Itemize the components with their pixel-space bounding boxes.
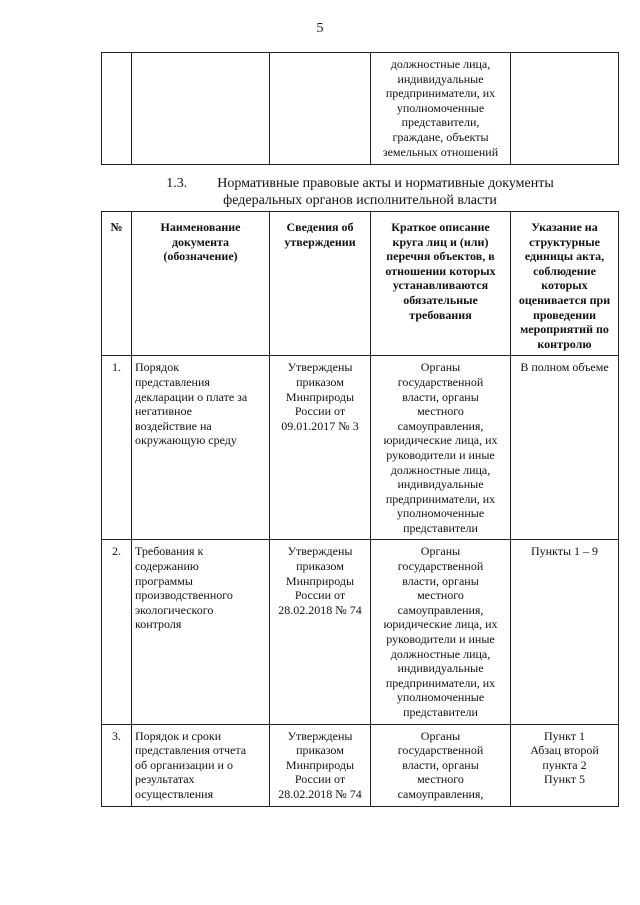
text-line: В полном объеме bbox=[520, 360, 609, 375]
text-line: местного bbox=[417, 588, 464, 603]
text-line: юридические лица, их bbox=[383, 617, 498, 632]
cell-num: 3. bbox=[102, 724, 132, 806]
table-row bbox=[102, 53, 619, 165]
text-line: самоуправления, bbox=[397, 602, 484, 617]
cell-name bbox=[132, 540, 270, 724]
cell-name bbox=[132, 356, 270, 540]
header-units bbox=[511, 212, 619, 356]
text-line: оценивается при bbox=[518, 292, 611, 307]
text-line: требования bbox=[409, 307, 472, 322]
text-line: самоуправления, bbox=[397, 418, 484, 433]
text-line: земельных отношений bbox=[382, 144, 499, 159]
text-line: Пункт 5 bbox=[543, 772, 585, 787]
cell-approval bbox=[270, 53, 371, 165]
text-line: Утверждены bbox=[287, 544, 353, 559]
text-line: Порядок bbox=[135, 360, 180, 375]
text-line: Минприроды bbox=[285, 389, 355, 404]
text-line: 28.02.2018 № 74 bbox=[278, 786, 362, 801]
text-line: окружающую среду bbox=[135, 433, 237, 448]
table-header-row bbox=[102, 212, 619, 356]
text-line: приказом bbox=[296, 559, 344, 574]
text-line: предприниматели, их bbox=[385, 491, 496, 506]
cell-subjects bbox=[371, 356, 511, 540]
text-line: перечня объектов, в bbox=[386, 249, 495, 264]
text-line: местного bbox=[417, 772, 464, 787]
cell-units bbox=[511, 540, 619, 724]
text-line: государственной bbox=[397, 374, 484, 389]
section-number: 1.3. bbox=[166, 176, 188, 191]
text-line: воздействие на bbox=[135, 418, 212, 433]
text-line: приказом bbox=[296, 374, 344, 389]
text-line: декларации о плате за bbox=[135, 389, 248, 404]
text-line: Требования к bbox=[135, 544, 204, 559]
text-line: уполномоченные bbox=[396, 690, 485, 705]
text-line: 28.02.2018 № 74 bbox=[278, 602, 362, 617]
section-title-line: Нормативные правовые акты и нормативные документы bbox=[217, 176, 554, 191]
text-line: производственного bbox=[135, 588, 233, 603]
text-line: осуществления bbox=[135, 786, 214, 801]
text-line: структурные bbox=[529, 234, 600, 249]
text-line: Порядок и сроки bbox=[135, 728, 222, 743]
text-line: отношении которых bbox=[385, 263, 496, 278]
cell-name bbox=[132, 724, 270, 806]
cell-num: 1. bbox=[102, 356, 132, 540]
text-line: представители bbox=[403, 705, 478, 719]
text-line: предприниматели, их bbox=[385, 86, 496, 101]
text-line: Утверждены bbox=[287, 360, 353, 375]
text-line: Минприроды bbox=[285, 757, 355, 772]
text-line: Органы bbox=[420, 544, 461, 559]
text-line: России от bbox=[294, 404, 346, 419]
text-line: программы bbox=[135, 573, 193, 588]
header-num: № bbox=[102, 212, 132, 356]
text-line: Краткое описание bbox=[391, 220, 490, 234]
text-line: Наименование bbox=[160, 220, 241, 234]
text-line: должностные лица, bbox=[390, 646, 491, 661]
text-line: государственной bbox=[397, 743, 484, 758]
text-line: власти, органы bbox=[402, 757, 479, 772]
text-line: круга лиц и (или) bbox=[392, 234, 489, 249]
text-line: пункта 2 bbox=[542, 757, 587, 772]
text-line: руководители и иные bbox=[386, 632, 495, 647]
text-line: руководители и иные bbox=[386, 447, 495, 462]
text-line: Органы bbox=[420, 360, 461, 375]
text-line: которых bbox=[541, 278, 588, 293]
text-line: должностные лица, bbox=[390, 57, 491, 71]
text-line: России от bbox=[294, 772, 346, 787]
cell-subjects bbox=[371, 724, 511, 806]
text-line: единицы акта, bbox=[524, 249, 605, 264]
text-line: государственной bbox=[397, 559, 484, 574]
header-name bbox=[132, 212, 270, 356]
text-line: устанавливаются bbox=[392, 278, 489, 293]
text-line: юридические лица, их bbox=[383, 433, 498, 448]
text-line: обязательные bbox=[403, 292, 478, 307]
text-line: проведении bbox=[532, 307, 597, 322]
text-line: должностные лица, bbox=[390, 462, 491, 477]
text-line: граждане, объекты bbox=[392, 129, 489, 144]
cell-units bbox=[511, 724, 619, 806]
text-line: Указание на bbox=[531, 220, 598, 234]
text-line: Утверждены bbox=[287, 728, 353, 743]
header-approval bbox=[270, 212, 371, 356]
cell-units bbox=[511, 356, 619, 540]
cell-approval bbox=[270, 356, 371, 540]
text-line: Сведения об bbox=[286, 220, 354, 234]
text-line: самоуправления, bbox=[397, 786, 484, 801]
text-line: об организации и о bbox=[135, 757, 233, 772]
text-line: власти, органы bbox=[402, 389, 479, 404]
text-line: представители bbox=[403, 520, 478, 535]
cell-name bbox=[132, 53, 270, 165]
section-title-line: федеральных органов исполнительной власти bbox=[223, 193, 497, 208]
text-line: России от bbox=[294, 588, 346, 603]
text-line: Минприроды bbox=[285, 573, 355, 588]
cell-subjects bbox=[371, 540, 511, 724]
text-line: представители, bbox=[401, 115, 480, 130]
text-line: 09.01.2017 № 3 bbox=[281, 418, 359, 433]
text-line: утверждении bbox=[284, 234, 356, 249]
text-line: власти, органы bbox=[402, 573, 479, 588]
text-line: контролю bbox=[537, 336, 592, 351]
cell-subjects bbox=[371, 53, 511, 165]
text-line: представления отчета bbox=[135, 743, 247, 758]
cell-approval bbox=[270, 724, 371, 806]
text-line: предприниматели, их bbox=[385, 675, 496, 690]
continuation-table bbox=[101, 52, 619, 165]
text-line: результатах bbox=[135, 772, 195, 787]
text-line: уполномоченные bbox=[396, 506, 485, 521]
text-line: Органы bbox=[420, 728, 461, 743]
text-line: приказом bbox=[296, 743, 344, 758]
cell-num: 2. bbox=[102, 540, 132, 724]
table-row bbox=[102, 540, 619, 724]
table-row bbox=[102, 356, 619, 540]
text-line: индивидуальные bbox=[397, 477, 484, 492]
cell-units bbox=[511, 53, 619, 165]
section-heading bbox=[100, 175, 620, 209]
text-line: Абзац второй bbox=[530, 743, 599, 758]
text-line: документа bbox=[171, 234, 230, 249]
text-line: представления bbox=[135, 374, 210, 389]
text-line: (обозначение) bbox=[163, 249, 238, 264]
text-line: Пункт 1 bbox=[543, 728, 585, 743]
page-number: 5 bbox=[316, 21, 324, 36]
text-line: индивидуальные bbox=[397, 71, 484, 86]
text-line: уполномоченные bbox=[396, 100, 485, 115]
header-subjects bbox=[371, 212, 511, 356]
text-line: местного bbox=[417, 404, 464, 419]
text-line: экологического bbox=[135, 602, 214, 617]
text-line: соблюдение bbox=[533, 263, 596, 278]
text-line: контроля bbox=[135, 617, 182, 632]
text-line: мероприятий по bbox=[520, 322, 609, 337]
cell-approval bbox=[270, 540, 371, 724]
text-line: индивидуальные bbox=[397, 661, 484, 676]
table-row bbox=[102, 724, 619, 806]
documents-table bbox=[101, 211, 619, 807]
cell-num bbox=[102, 53, 132, 165]
text-line: содержанию bbox=[135, 559, 199, 574]
text-line: Пункты 1 – 9 bbox=[530, 544, 599, 559]
text-line: негативное bbox=[135, 404, 192, 419]
